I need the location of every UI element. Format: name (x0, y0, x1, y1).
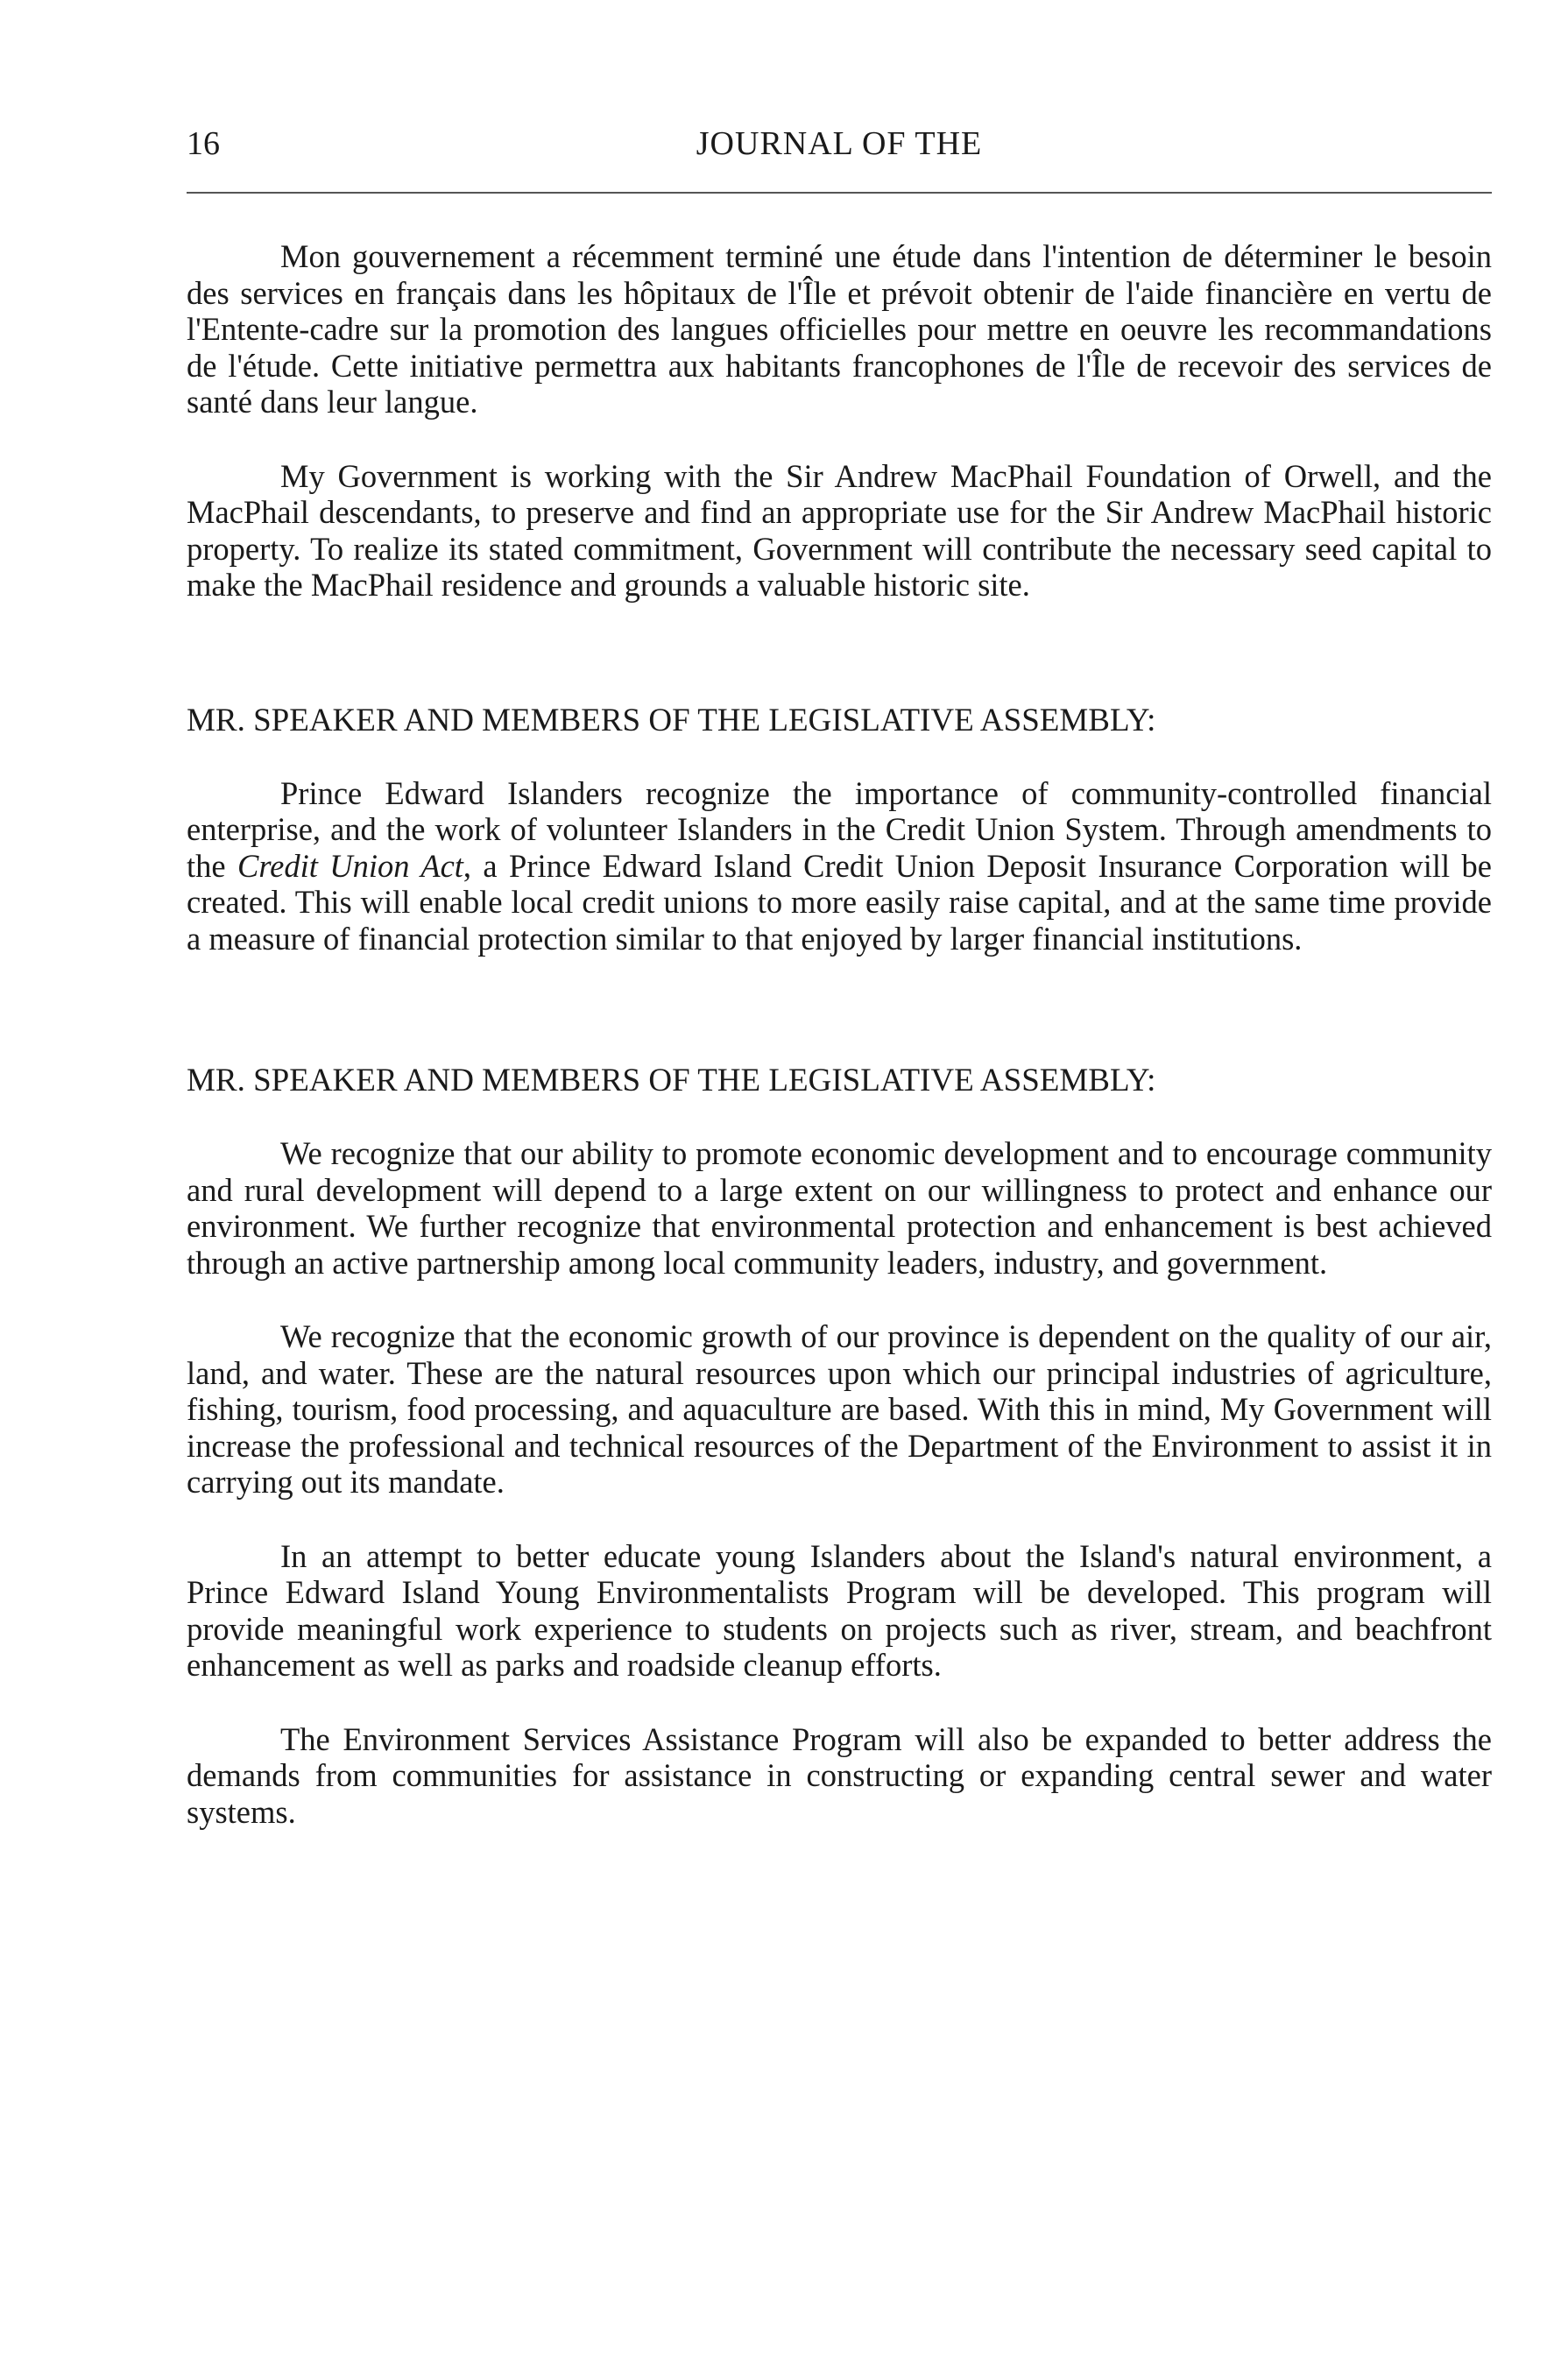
running-head: JOURNAL OF THE (696, 125, 983, 162)
page-header (187, 123, 1492, 166)
paragraph-environment-services: The Environment Services Assistance Program will also be expanded to better address the demands from communities for assistance in constructing or expanding central sewer and water systems. (187, 1720, 1492, 1830)
section-heading-environment: MR. SPEAKER AND MEMBERS OF THE LEGISLATIVE ASSEMBLY: (187, 1063, 1156, 1098)
paragraph-french-services: Mon gouvernement a récemment terminé une étude dans l'intention de déterminer le besoin des services en français dans les hôpitaux de l'Île et prévoit obtenir de l'aide financière en vertu de l'Entente-cadre sur la promotion des langues officielles pour mettre en oeuvre les recommandations de l'étude. Cette initiative permettra aux habitants francophones de l'Île de recevoir des services de santé dans leur langue. (187, 238, 1492, 420)
page-number: 16 (187, 125, 220, 162)
paragraph-macphail: My Government is working with the Sir Andrew MacPhail Foundation of Orwell, and the MacPhail descendants, to preserve and find an appropriate use for the Sir Andrew MacPhail historic property. To realize its stated commitment, Government will contribute the necessary seed capital to make the MacPhail residence and grounds a valuable historic site. (187, 457, 1492, 603)
paragraph-environment-recognize: We recognize that our ability to promote economic development and to encourage community and rural development will depend to a large extent on our willingness to protect and enhance our environment. We further recognize that environmental protection and enhancement is best achieved through an active partnership among local community leaders, industry, and government. (187, 1135, 1492, 1281)
section-heading-credit-union: MR. SPEAKER AND MEMBERS OF THE LEGISLATIVE ASSEMBLY: (187, 702, 1156, 738)
paragraph-economic-growth: We recognize that the economic growth of our province is dependent on the quality of our air, land, and water. These are the natural resources upon which our principal industries of agriculture, fishing, tourism, food processing, and aquaculture are based. With this in mind, My Government will increase the professional and technical resources of the Department of the Environment to assist it in carrying out its mandate. (187, 1318, 1492, 1500)
header-rule (187, 192, 1492, 194)
page-body (187, 238, 1492, 1868)
paragraph-young-environmentalists: In an attempt to better educate young Islanders about the Island's natural environment, a Prince Edward Island Young Environmentalists Program will be developed. This program will provide meaningful work experience to students on projects such as river, stream, and beachfront enhancement as well as parks and roadside cleanup efforts. (187, 1537, 1492, 1683)
paragraph-credit-union (187, 775, 1492, 957)
text-segment: , a Prince Edward Island Credit Union Deposit Insurance Corporation will be created. This will enable local credit unions to more easily raise capital, and at the same time provide a measure of financial protection similar to that enjoyed by larger financial institutions. (187, 847, 1493, 957)
act-title: Credit Union Act (237, 847, 463, 884)
text-segment: Prince Edward Islanders recognize the importance of community-controlled financial enterprise, and the work of volunteer Islanders in the Credit Union System. Through amendments to the (187, 774, 1492, 884)
